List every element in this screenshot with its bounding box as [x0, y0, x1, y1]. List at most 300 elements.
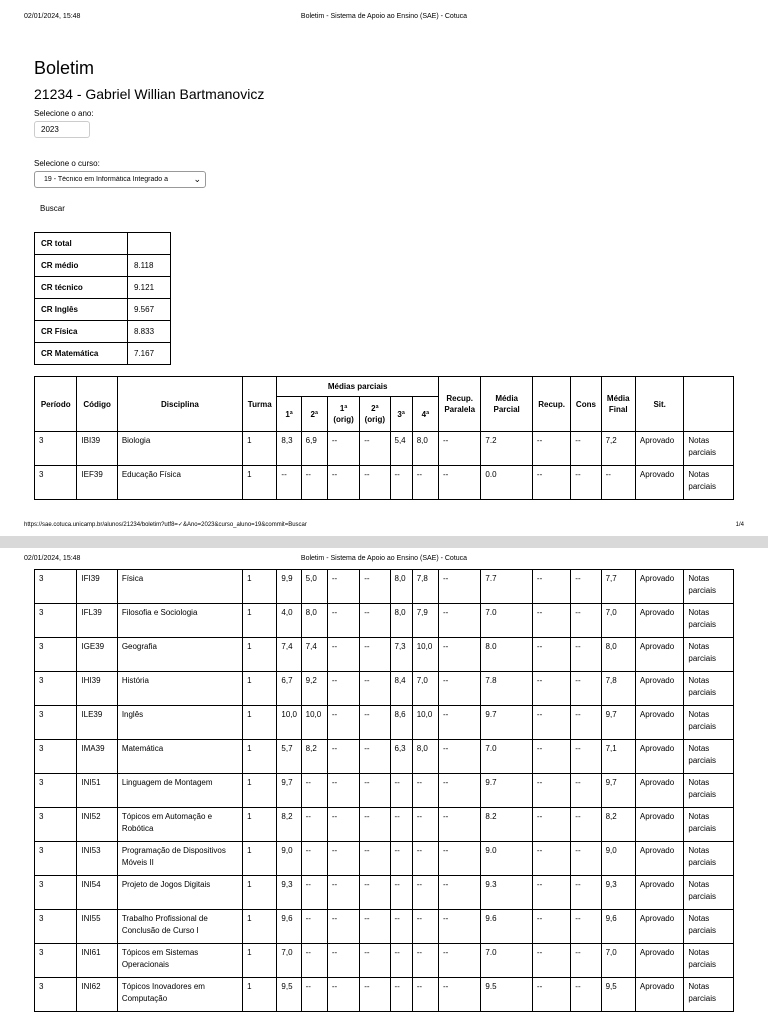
notas-parciais-link[interactable]: Notas parciais [684, 570, 734, 604]
cell-turma: 1 [243, 774, 277, 808]
cell-b3: 8,6 [390, 706, 412, 740]
cell-media-parcial: 0.0 [481, 466, 533, 500]
cell-b2: 8,2 [301, 740, 327, 774]
cell-b1: 9,5 [277, 978, 301, 1012]
cell-recup: -- [532, 638, 570, 672]
cell-periodo: 3 [35, 466, 77, 500]
cell-media-parcial: 7.0 [481, 944, 533, 978]
cell-media-parcial: 9.7 [481, 774, 533, 808]
cell-b3: -- [390, 876, 412, 910]
col-recup: Recup. [532, 377, 570, 432]
cell-b1-orig: -- [327, 570, 359, 604]
notas-parciais-link[interactable]: Notas parciais [684, 842, 734, 876]
cell-turma: 1 [243, 910, 277, 944]
table-row [35, 774, 734, 808]
cell-disciplina: Inglês [117, 706, 242, 740]
cell-media-final: 8,2 [601, 808, 635, 842]
cell-b1: 8,3 [277, 432, 301, 466]
print-header [0, 10, 768, 24]
cell-b4: 7,9 [412, 604, 438, 638]
cell-recup: -- [532, 808, 570, 842]
cell-recup-paralela: -- [438, 876, 480, 910]
cell-periodo: 3 [35, 944, 77, 978]
cr-value: 8.118 [128, 255, 171, 277]
cell-codigo: IFI39 [77, 570, 117, 604]
cell-b1-orig: -- [327, 604, 359, 638]
table-row [35, 604, 734, 638]
notas-parciais-link[interactable]: Notas parciais [684, 876, 734, 910]
cell-periodo: 3 [35, 706, 77, 740]
cell-b4: -- [412, 978, 438, 1012]
cell-b3: 8,0 [390, 570, 412, 604]
cell-b2: 9,2 [301, 672, 327, 706]
cell-codigo: IEF39 [77, 466, 117, 500]
table-row [35, 466, 734, 500]
cell-recup: -- [532, 672, 570, 706]
cell-recup-paralela: -- [438, 604, 480, 638]
cell-media-parcial: 9.5 [481, 978, 533, 1012]
notas-parciais-link[interactable]: Notas parciais [684, 706, 734, 740]
cell-periodo: 3 [35, 432, 77, 466]
cell-turma: 1 [243, 876, 277, 910]
cell-b3: -- [390, 842, 412, 876]
cell-turma: 1 [243, 604, 277, 638]
table-row [35, 638, 734, 672]
cell-turma: 1 [243, 706, 277, 740]
col-turma: Turma [243, 377, 277, 432]
notas-parciais-link[interactable]: Notas parciais [684, 774, 734, 808]
cell-codigo: IFL39 [77, 604, 117, 638]
cell-b1: 9,6 [277, 910, 301, 944]
cell-b2-orig: -- [360, 842, 390, 876]
cell-media-final: 7,0 [601, 604, 635, 638]
cell-disciplina: Geografia [117, 638, 242, 672]
cr-row [35, 321, 171, 343]
cell-turma: 1 [243, 570, 277, 604]
cell-b2-orig: -- [360, 808, 390, 842]
cell-situacao: Aprovado [635, 978, 683, 1012]
cell-b1: 10,0 [277, 706, 301, 740]
cell-b4: -- [412, 774, 438, 808]
table-row [35, 432, 734, 466]
cell-recup: -- [532, 604, 570, 638]
cell-situacao: Aprovado [635, 570, 683, 604]
cell-recup-paralela: -- [438, 672, 480, 706]
cell-situacao: Aprovado [635, 944, 683, 978]
col-periodo: Período [35, 377, 77, 432]
col-b3: 3ª [390, 397, 412, 432]
cell-recup: -- [532, 774, 570, 808]
cell-codigo: IMA39 [77, 740, 117, 774]
cell-b2-orig: -- [360, 876, 390, 910]
cell-media-parcial: 9.3 [481, 876, 533, 910]
cell-recup: -- [532, 466, 570, 500]
cell-disciplina: Educação Física [117, 466, 242, 500]
cell-recup-paralela: -- [438, 432, 480, 466]
cell-periodo: 3 [35, 978, 77, 1012]
cell-turma: 1 [243, 944, 277, 978]
year-label: Selecione o ano: [34, 109, 94, 118]
cell-media-final: -- [601, 466, 635, 500]
cell-media-parcial: 7.2 [481, 432, 533, 466]
cell-disciplina: Linguagem de Montagem [117, 774, 242, 808]
cr-label: CR total [35, 233, 128, 255]
cr-row [35, 299, 171, 321]
cr-value: 9.567 [128, 299, 171, 321]
cell-b2: 5,0 [301, 570, 327, 604]
chevron-down-icon: ⌄ [193, 174, 201, 184]
cell-periodo: 3 [35, 774, 77, 808]
cell-b2-orig: -- [360, 432, 390, 466]
cell-b1: 7,0 [277, 944, 301, 978]
cell-codigo: IHI39 [77, 672, 117, 706]
cell-b1-orig: -- [327, 638, 359, 672]
cell-b2-orig: -- [360, 672, 390, 706]
cell-situacao: Aprovado [635, 466, 683, 500]
cell-cons: -- [571, 774, 601, 808]
cell-turma: 1 [243, 672, 277, 706]
cell-b3: 5,4 [390, 432, 412, 466]
cell-cons: -- [571, 570, 601, 604]
notas-parciais-link[interactable]: Notas parciais [684, 432, 734, 466]
cell-codigo: IGE39 [77, 638, 117, 672]
cell-b4: 10,0 [412, 706, 438, 740]
cell-turma: 1 [243, 638, 277, 672]
notas-parciais-link[interactable]: Notas parciais [684, 740, 734, 774]
cr-value: 8.833 [128, 321, 171, 343]
notas-parciais-link[interactable]: Notas parciais [684, 466, 734, 500]
cell-b1: 5,7 [277, 740, 301, 774]
cell-b3: -- [390, 774, 412, 808]
table-row [35, 808, 734, 842]
col-cons: Cons [571, 377, 601, 432]
cell-cons: -- [571, 466, 601, 500]
search-button[interactable]: Buscar [40, 204, 65, 213]
col-b1-orig: 1ª (orig) [327, 397, 359, 432]
cell-recup-paralela: -- [438, 638, 480, 672]
col-b1: 1ª [277, 397, 301, 432]
cell-media-final: 9,5 [601, 978, 635, 1012]
cell-codigo: IBI39 [77, 432, 117, 466]
cell-disciplina: Programação de Dispositivos Móveis II [117, 842, 242, 876]
cell-media-parcial: 9.6 [481, 910, 533, 944]
cell-situacao: Aprovado [635, 432, 683, 466]
cell-disciplina: Projeto de Jogos Digitais [117, 876, 242, 910]
cell-codigo: INI52 [77, 808, 117, 842]
cell-b2: 8,0 [301, 604, 327, 638]
cell-recup-paralela: -- [438, 910, 480, 944]
cell-b1-orig: -- [327, 706, 359, 740]
cell-b1: 9,7 [277, 774, 301, 808]
cell-b4: -- [412, 910, 438, 944]
cell-b1-orig: -- [327, 842, 359, 876]
cell-cons: -- [571, 740, 601, 774]
cell-situacao: Aprovado [635, 740, 683, 774]
cr-table [34, 232, 171, 365]
cell-periodo: 3 [35, 808, 77, 842]
cell-turma: 1 [243, 740, 277, 774]
cell-media-final: 9,6 [601, 910, 635, 944]
cell-b1-orig: -- [327, 740, 359, 774]
cr-row [35, 277, 171, 299]
cell-b4: 8,0 [412, 432, 438, 466]
cell-cons: -- [571, 706, 601, 740]
cell-recup: -- [532, 432, 570, 466]
cell-disciplina: Tópicos em Sistemas Operacionais [117, 944, 242, 978]
cell-periodo: 3 [35, 672, 77, 706]
cell-recup-paralela: -- [438, 944, 480, 978]
cell-turma: 1 [243, 466, 277, 500]
cell-periodo: 3 [35, 842, 77, 876]
cr-row [35, 255, 171, 277]
notas-parciais-link[interactable]: Notas parciais [684, 978, 734, 1012]
cell-disciplina: Trabalho Profissional de Conclusão de Curso I [117, 910, 242, 944]
cell-disciplina: Tópicos em Automação e Robótica [117, 808, 242, 842]
notas-parciais-link[interactable]: Notas parciais [684, 808, 734, 842]
cell-codigo: ILE39 [77, 706, 117, 740]
year-input[interactable] [34, 121, 90, 138]
cell-b1: 8,2 [277, 808, 301, 842]
cell-recup: -- [532, 842, 570, 876]
notas-parciais-link[interactable]: Notas parciais [684, 604, 734, 638]
cell-turma: 1 [243, 432, 277, 466]
notas-parciais-link[interactable]: Notas parciais [684, 638, 734, 672]
cell-recup-paralela: -- [438, 570, 480, 604]
cell-b1-orig: -- [327, 910, 359, 944]
student-name: 21234 - Gabriel Willian Bartmanovicz [34, 86, 265, 102]
cell-b1-orig: -- [327, 672, 359, 706]
notas-parciais-link[interactable]: Notas parciais [684, 944, 734, 978]
cell-cons: -- [571, 876, 601, 910]
col-sit: Sit. [635, 377, 683, 432]
cell-b1: -- [277, 466, 301, 500]
cell-b2-orig: -- [360, 466, 390, 500]
col-b2-orig: 2ª (orig) [360, 397, 390, 432]
col-b2: 2ª [301, 397, 327, 432]
cell-b3: -- [390, 944, 412, 978]
cell-disciplina: Filosofia e Sociologia [117, 604, 242, 638]
cell-media-parcial: 8.2 [481, 808, 533, 842]
table-row [35, 842, 734, 876]
cell-disciplina: Matemática [117, 740, 242, 774]
cell-recup-paralela: -- [438, 774, 480, 808]
cell-b1-orig: -- [327, 432, 359, 466]
cell-situacao: Aprovado [635, 842, 683, 876]
cell-media-final: 7,2 [601, 432, 635, 466]
course-select-value: 19 - Técnico em Informática Integrado a [44, 176, 168, 183]
table-row [35, 944, 734, 978]
cell-periodo: 3 [35, 638, 77, 672]
cell-b3: -- [390, 910, 412, 944]
cell-b4: 8,0 [412, 740, 438, 774]
cr-value: 7.167 [128, 343, 171, 365]
cell-recup: -- [532, 944, 570, 978]
print-title: Boletim - Sistema de Apoio ao Ensino (SAE) - Cotuca [300, 555, 468, 562]
cell-media-parcial: 8.0 [481, 638, 533, 672]
cell-cons: -- [571, 808, 601, 842]
cell-b2: -- [301, 466, 327, 500]
cell-b2-orig: -- [360, 910, 390, 944]
col-disciplina: Disciplina [117, 377, 242, 432]
cell-b4: 7,8 [412, 570, 438, 604]
cell-situacao: Aprovado [635, 604, 683, 638]
cr-label: CR médio [35, 255, 128, 277]
cell-disciplina: Biologia [117, 432, 242, 466]
cell-b4: -- [412, 944, 438, 978]
cr-row [35, 343, 171, 365]
cell-recup: -- [532, 978, 570, 1012]
cell-recup-paralela: -- [438, 842, 480, 876]
col-recup-paralela: Recup. Paralela [438, 377, 480, 432]
cell-b4: -- [412, 876, 438, 910]
cell-b1: 9,0 [277, 842, 301, 876]
grades-table-page-2 [34, 569, 734, 1012]
cell-b1-orig: -- [327, 774, 359, 808]
cell-recup: -- [532, 570, 570, 604]
cell-b1-orig: -- [327, 978, 359, 1012]
cell-cons: -- [571, 944, 601, 978]
cell-cons: -- [571, 978, 601, 1012]
course-label: Selecione o curso: [34, 159, 100, 168]
cell-b2-orig: -- [360, 706, 390, 740]
col-codigo: Código [77, 377, 117, 432]
cell-b1-orig: -- [327, 944, 359, 978]
print-datetime: 02/01/2024, 15:48 [24, 13, 81, 20]
cell-situacao: Aprovado [635, 672, 683, 706]
cell-situacao: Aprovado [635, 808, 683, 842]
cell-b4: -- [412, 466, 438, 500]
cell-media-final: 9,0 [601, 842, 635, 876]
page-title: Boletim [34, 58, 95, 78]
cell-b2-orig: -- [360, 978, 390, 1012]
cell-media-parcial: 7.0 [481, 740, 533, 774]
cell-b1: 9,3 [277, 876, 301, 910]
cell-recup: -- [532, 706, 570, 740]
cell-b4: -- [412, 808, 438, 842]
cell-b3: 8,4 [390, 672, 412, 706]
notas-parciais-link[interactable]: Notas parciais [684, 910, 734, 944]
cell-b2: -- [301, 978, 327, 1012]
cell-b2: 10,0 [301, 706, 327, 740]
cr-row [35, 233, 171, 255]
cell-b3: 8,0 [390, 604, 412, 638]
cell-b3: -- [390, 466, 412, 500]
cr-value: 9.121 [128, 277, 171, 299]
col-media-parcial: Média Parcial [481, 377, 533, 432]
cell-situacao: Aprovado [635, 706, 683, 740]
cell-media-final: 7,8 [601, 672, 635, 706]
cell-media-final: 8,0 [601, 638, 635, 672]
cell-b2-orig: -- [360, 774, 390, 808]
cr-value [128, 233, 171, 255]
cell-recup: -- [532, 876, 570, 910]
cell-codigo: INI62 [77, 978, 117, 1012]
cell-media-parcial: 7.0 [481, 604, 533, 638]
cell-situacao: Aprovado [635, 638, 683, 672]
cell-turma: 1 [243, 978, 277, 1012]
cell-disciplina: Tópicos Inovadores em Computação [117, 978, 242, 1012]
cell-media-parcial: 9.0 [481, 842, 533, 876]
print-page-number: 1/4 [735, 522, 744, 528]
cell-b4: 7,0 [412, 672, 438, 706]
cell-b1: 9,9 [277, 570, 301, 604]
grades-table-page-1 [34, 376, 734, 500]
cell-b2-orig: -- [360, 944, 390, 978]
cell-b2: -- [301, 842, 327, 876]
cell-b3: 7,3 [390, 638, 412, 672]
cell-codigo: INI51 [77, 774, 117, 808]
cell-b2: 7,4 [301, 638, 327, 672]
cell-recup: -- [532, 740, 570, 774]
cell-situacao: Aprovado [635, 876, 683, 910]
print-footer [0, 518, 768, 532]
cell-b1: 6,7 [277, 672, 301, 706]
col-media-final: Média Final [601, 377, 635, 432]
table-row [35, 740, 734, 774]
cell-disciplina: História [117, 672, 242, 706]
cell-media-final: 7,0 [601, 944, 635, 978]
course-select[interactable] [34, 171, 206, 188]
col-notas [684, 377, 734, 432]
cell-situacao: Aprovado [635, 774, 683, 808]
cell-b3: -- [390, 978, 412, 1012]
print-url: https://sae.cotuca.unicamp.br/alunos/21234/boletim?utf8=✓&Ano=2023&curso_aluno=19&commit=Buscar [24, 522, 307, 528]
cell-b3: 6,3 [390, 740, 412, 774]
cell-b2: -- [301, 774, 327, 808]
cell-cons: -- [571, 842, 601, 876]
cell-periodo: 3 [35, 876, 77, 910]
table-row [35, 570, 734, 604]
cell-media-parcial: 7.7 [481, 570, 533, 604]
cell-cons: -- [571, 910, 601, 944]
table-row [35, 876, 734, 910]
cell-media-final: 7,1 [601, 740, 635, 774]
cr-label: CR técnico [35, 277, 128, 299]
main-content [34, 50, 734, 216]
cell-b4: 10,0 [412, 638, 438, 672]
table-row [35, 672, 734, 706]
cell-b2: -- [301, 808, 327, 842]
cell-b1: 7,4 [277, 638, 301, 672]
cell-b2-orig: -- [360, 638, 390, 672]
table-row [35, 910, 734, 944]
cell-recup-paralela: -- [438, 740, 480, 774]
cell-b2-orig: -- [360, 740, 390, 774]
cell-periodo: 3 [35, 604, 77, 638]
cell-b2-orig: -- [360, 604, 390, 638]
cell-b2: 6,9 [301, 432, 327, 466]
cell-b1: 4,0 [277, 604, 301, 638]
cell-recup: -- [532, 910, 570, 944]
cell-b2-orig: -- [360, 570, 390, 604]
cr-label: CR Física [35, 321, 128, 343]
cell-b2: -- [301, 944, 327, 978]
cell-periodo: 3 [35, 910, 77, 944]
col-medias-parciais: Médias parciais [277, 377, 439, 397]
cell-b1-orig: -- [327, 466, 359, 500]
cell-codigo: INI53 [77, 842, 117, 876]
cell-b2: -- [301, 910, 327, 944]
cr-label: CR Inglês [35, 299, 128, 321]
cell-periodo: 3 [35, 740, 77, 774]
notas-parciais-link[interactable]: Notas parciais [684, 672, 734, 706]
print-header-page-2 [0, 552, 768, 566]
cell-media-final: 9,7 [601, 706, 635, 740]
cell-media-parcial: 7.8 [481, 672, 533, 706]
cell-codigo: INI54 [77, 876, 117, 910]
cell-media-final: 7,7 [601, 570, 635, 604]
cell-cons: -- [571, 432, 601, 466]
